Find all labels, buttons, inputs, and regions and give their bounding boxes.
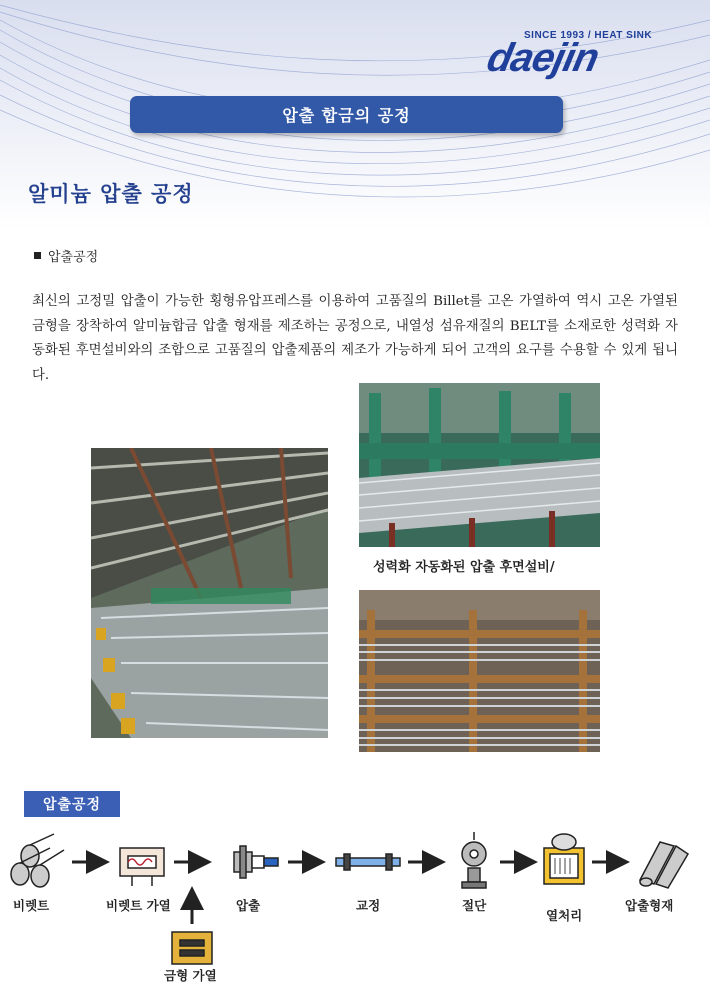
extrusion-press-icon xyxy=(234,846,278,878)
step-label-die-heating: 금형 가열 xyxy=(164,968,217,983)
process-flow-diagram xyxy=(0,828,710,1004)
company-logo: daejin xyxy=(483,36,603,80)
automated-conveyor-photo xyxy=(359,383,600,547)
saw-cutting-icon xyxy=(462,832,486,888)
step-label-cutting: 절단 xyxy=(462,898,487,913)
straightening-icon xyxy=(336,854,400,870)
billet-icon xyxy=(11,834,64,887)
extruded-profile-icon xyxy=(640,842,688,888)
step-label-extruded-profile: 압출형재 xyxy=(625,898,674,913)
step-label-billet: 비렛트 xyxy=(13,898,50,913)
step-label-heat-treatment: 열처리 xyxy=(546,908,583,923)
subheading-text: 압출공정 xyxy=(48,250,99,265)
step-label-extrusion: 압출 xyxy=(236,898,261,913)
step-label-straightening: 교정 xyxy=(356,898,381,913)
banner-title: 압출 합금의 공정 xyxy=(282,106,411,125)
body-paragraph: 최신의 고정밀 압출이 가능한 횡형유압프레스를 이용하여 고품질의 Billet를 고온 가열하여 역시 고온 가열된 금형을 장착하여 알미늄합금 압출 형재를 제조하는 공정으로, 내열성 섬유재질의 BELT를 소재로한 성력화 자동화된 후면설비와의 조합으로 고품질의 압출제품의 제조가 가능하게 되어 고객의 요구를 수용할 수 있게 됩니다. xyxy=(32,294,678,383)
section-title: 알미늄 압출 공정 xyxy=(28,182,194,206)
heat-treatment-furnace-icon xyxy=(544,834,584,884)
step-label-billet-heating: 비렛트 가열 xyxy=(106,898,171,913)
factory-extrusion-line-photo xyxy=(91,448,328,738)
subheading xyxy=(34,246,98,265)
billet-heater-icon xyxy=(120,848,164,886)
profile-storage-rack-photo xyxy=(359,590,600,752)
photo-caption: 성력화 자동화된 압출 후면설비/ xyxy=(373,560,555,575)
process-section-label: 압출공정 xyxy=(24,791,120,817)
page-banner xyxy=(130,96,563,133)
bullet-square-icon xyxy=(34,252,41,259)
die-heater-icon xyxy=(172,932,212,964)
logo-tagline: SINCE 1993 / HEAT SINK xyxy=(524,30,653,41)
